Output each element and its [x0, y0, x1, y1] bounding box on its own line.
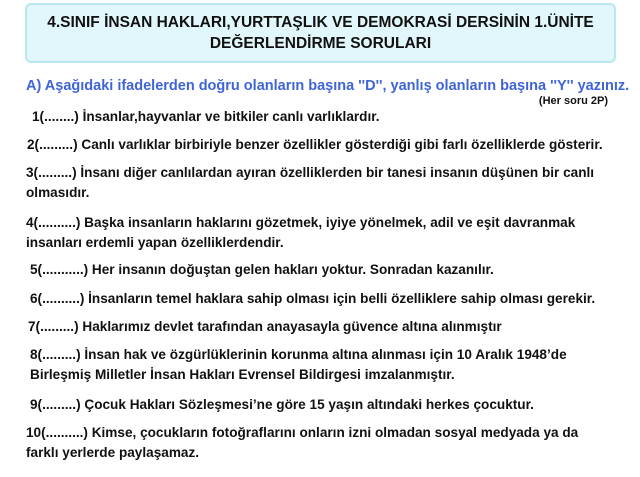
question-text: 4(..........) Başka insanların haklarını gözetmek, iyiye yönelmek, adil ve eşit davranmak [26, 215, 576, 230]
question-text: 1(........) İnsanlar,hayvanlar ve bitkiler canlı varlıklardır. [32, 109, 380, 124]
page-title-line-1: 4.SINIF İNSAN HAKLARI,YURTTAŞLIK VE DEMOKRASİ DERSİNİN 1.ÜNİTE [47, 14, 594, 31]
question-text: 2(.........) Canlı varlıklar birbiriyle benzer özellikler gösterdiği gibi farlı özelliklerde gösterir. [27, 137, 603, 152]
question-9 [30, 395, 534, 415]
question-6 [30, 289, 595, 309]
question-7 [28, 317, 502, 337]
points-note: (Her soru 2P) [538, 95, 608, 107]
question-8 [30, 345, 567, 385]
question-text: 6(..........) İnsanların temel haklara sahip olması için belli özelliklere sahip olması gerekir. [30, 291, 596, 306]
question-2 [27, 135, 603, 155]
section-a-instruction: A) Aşağıdaki ifadelerden doğru olanların başına ''D'', yanlış olanların başına ''Y'' yazınız. [26, 78, 630, 94]
question-10 [26, 423, 578, 463]
question-text: 9(.........) Çocuk Hakları Sözleşmesi’ne göre 15 yaşın altındaki herkes çocuktur. [30, 397, 534, 412]
question-text: Birleşmiş Milletler İnsan Hakları Evrensel Bildirgesi imzalanmıştır. [30, 367, 455, 382]
question-text: 10(..........) Kimse, çocukların fotoğraflarını onların izni olmadan sosyal medyada ya da [26, 425, 579, 440]
question-text: insanları erdemli yapan özelliklerdendir. [26, 235, 284, 250]
question-text: 3(.........) İnsanı diğer canlılardan ayıran özelliklerden bir tanesi insanın düşünen bir canlı [26, 165, 595, 180]
question-text: 5(...........) Her insanın doğuştan gelen hakları yoktur. Sonradan kazanılır. [30, 262, 494, 277]
question-5 [30, 260, 494, 280]
question-text: olmasıdır. [26, 185, 90, 200]
question-4 [26, 213, 575, 253]
question-1 [32, 107, 380, 127]
question-3 [26, 163, 594, 203]
question-text: 7(.........) Haklarımız devlet tarafından anayasayla güvence altına alınmıştır [28, 319, 502, 334]
question-text: 8(.........) İnsan hak ve özgürlüklerinin korunma altına alınması için 10 Aralık 1948’de [30, 347, 567, 362]
question-text: farklı yerlerde paylaşamaz. [26, 445, 200, 460]
page-title-line-2: DEĞERLENDİRME SORULARI [209, 35, 432, 52]
title-banner [25, 3, 616, 63]
